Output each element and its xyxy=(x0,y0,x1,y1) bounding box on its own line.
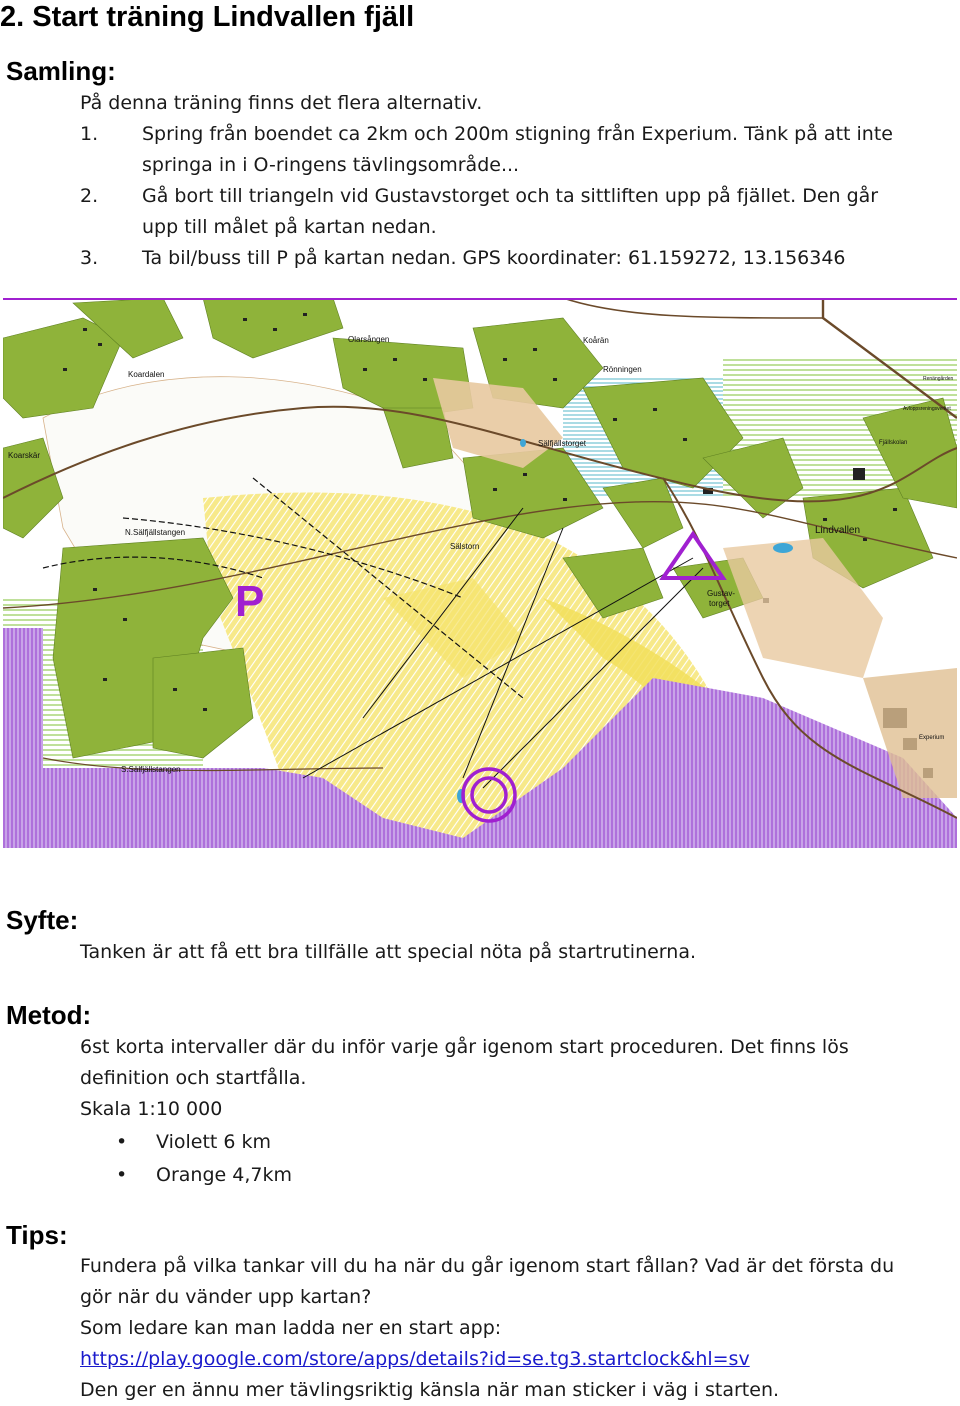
map-label: Sälstorn xyxy=(450,542,480,551)
list-line: upp till målet på kartan nedan. xyxy=(142,216,437,238)
map-label: Sälfjällstorget xyxy=(538,439,587,448)
tips-heading: Tips: xyxy=(6,1220,68,1250)
list-number: 2. xyxy=(80,185,99,207)
list-line: springa in i O-ringens tävlingsområde... xyxy=(142,154,520,176)
list-item xyxy=(80,243,956,274)
orienteering-map xyxy=(3,298,957,848)
metod-line: definition och startfålla. xyxy=(80,1067,307,1089)
tips-line: Den ger en ännu mer tävlingsriktig känsla när man sticker i väg i starten. xyxy=(80,1379,780,1401)
parking-symbol: P xyxy=(235,577,265,626)
map-label: Lindvallen xyxy=(815,525,861,536)
bullet-icon: • xyxy=(116,1131,128,1153)
map-label: Avloppsreningsverket xyxy=(903,406,951,412)
tips-line: Fundera på vilka tankar vill du ha när du går igenom start fållan? Vad är det första du xyxy=(80,1255,895,1277)
metod-line: 6st korta intervaller där du inför varje går igenom start proceduren. Det finns lös xyxy=(80,1036,849,1058)
restricted-area-left xyxy=(3,628,43,768)
list-line: Gå bort till triangeln vid Gustavstorget och ta sittliften upp på fjället. Den går xyxy=(142,185,879,207)
list-item xyxy=(80,119,956,181)
list-item xyxy=(80,1160,956,1191)
metod-section xyxy=(80,1032,956,1191)
bullet-text: Orange 4,7km xyxy=(156,1164,292,1186)
map-label: Koarskär xyxy=(8,451,41,460)
map-label: Koardalen xyxy=(128,370,165,379)
map-label: Renängården xyxy=(923,376,954,382)
map-label: S.Sälfjällstangen xyxy=(121,765,181,774)
map-label: Olarsången xyxy=(348,335,390,344)
list-line: Ta bil/buss till P på kartan nedan. GPS koordinater: 61.159272, 13.156346 xyxy=(142,247,846,269)
map-label: Fjällskolan xyxy=(879,440,908,446)
list-item xyxy=(80,1127,956,1158)
samling-section xyxy=(80,88,956,274)
map-label: Rönningen xyxy=(603,365,642,374)
map-label: Koårän xyxy=(583,336,609,345)
tips-section xyxy=(80,1251,956,1406)
map-label: N.Sälfjällstangen xyxy=(125,528,186,537)
samling-intro: På denna träning finns det flera alternativ. xyxy=(80,92,483,114)
syfte-text: Tanken är att få ett bra tillfälle att special nöta på startrutinerna. xyxy=(80,941,697,963)
samling-heading: Samling: xyxy=(6,56,116,86)
map-label: Gustav- xyxy=(707,589,736,598)
metod-line: Skala 1:10 000 xyxy=(80,1098,223,1120)
bullet-icon: • xyxy=(116,1164,128,1186)
tips-line: Som ledare kan man ladda ner en start app: xyxy=(80,1317,502,1339)
page-title: 2. Start träning Lindvallen fjäll xyxy=(0,1,415,33)
start-app-link[interactable]: https://play.google.com/store/apps/details?id=se.tg3.startclock&hl=sv xyxy=(80,1348,750,1370)
syfte-heading: Syfte: xyxy=(6,905,79,935)
list-number: 3. xyxy=(80,247,99,269)
bullet-text: Violett 6 km xyxy=(156,1131,272,1153)
list-number: 1. xyxy=(80,123,99,145)
map-canvas xyxy=(3,298,957,848)
tips-line: gör när du vänder upp kartan? xyxy=(80,1286,372,1308)
list-item xyxy=(80,181,956,243)
metod-heading: Metod: xyxy=(6,1000,92,1030)
map-label: torget xyxy=(709,599,730,608)
map-label: Experium xyxy=(919,735,945,741)
list-line: Spring från boendet ca 2km och 200m stigning från Experium. Tänk på att inte xyxy=(142,123,893,145)
